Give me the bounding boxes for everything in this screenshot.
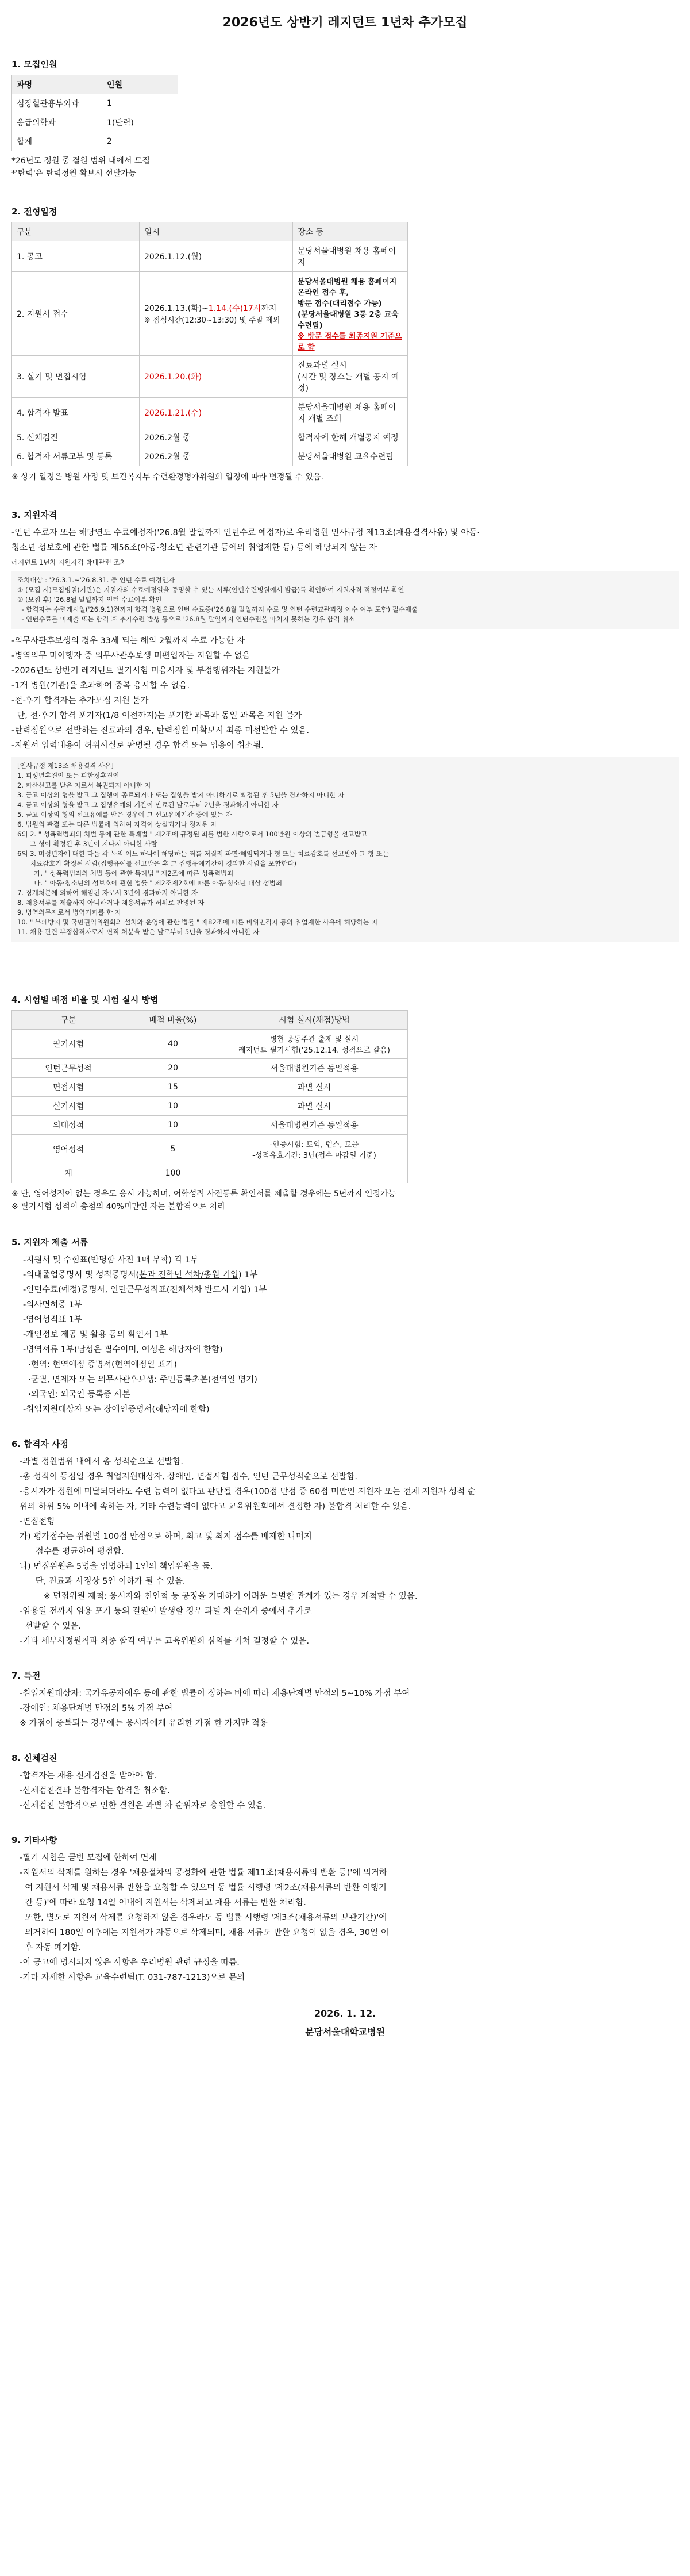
table-cell: 분당서울대병원 채용 홈페이지 개별 조회	[293, 398, 408, 428]
table-cell	[221, 1030, 408, 1059]
list-item: -면접전형	[20, 1517, 55, 1526]
table-header-cell: 구분	[12, 1011, 125, 1030]
list-item	[23, 1268, 679, 1283]
table-cell: 분당서울대병원 채용 홈페이지	[293, 241, 408, 272]
body-line: -1개 병원(기관)을 초과하여 중복 응시할 수 없음.	[11, 681, 190, 690]
table-row	[12, 398, 408, 428]
note-text: ※ 상기 일정은 병원 사정 및 보건복지부 수련환경평가위원회 일정에 따라 변경될 수 있음.	[11, 473, 323, 482]
list-item: 또한, 별도로 지원서 삭제를 요청하지 않은 경우라도 동 법률 시행령 '제3조(채용서류의 보관기간)'에	[20, 1913, 387, 1922]
table-cell: 계	[12, 1164, 125, 1183]
table-row	[12, 113, 178, 132]
body-line: -지원서 입력내용이 허위사실로 판명될 경우 합격 또는 임용이 취소됨.	[11, 741, 264, 750]
item-emphasis: 본과 전학년 석차/총원 기입	[139, 1270, 238, 1280]
section-heading: 2. 전형일정	[11, 206, 57, 217]
table-row	[12, 1059, 408, 1078]
item-text: -인턴수료(예정)증명서, 인턴근무성적표(	[23, 1285, 170, 1295]
table-header-row	[12, 222, 408, 241]
section-documents	[11, 1236, 679, 1417]
table-cell	[293, 356, 408, 398]
list-item: ·현역: 현역예정 증명서(현역예정일 표기)	[23, 1360, 177, 1369]
section-selection	[11, 1438, 679, 1649]
body-line: -의무사관후보생의 경우 33세 되는 해의 2월까지 수료 가능한 자	[11, 636, 245, 646]
table-header-row	[12, 75, 178, 94]
table-cell: 4. 합격자 발표	[12, 398, 140, 428]
table-cell: 20	[125, 1059, 221, 1078]
list-item: 선발할 수 있음.	[20, 1622, 82, 1631]
table-cell: 필기시험	[12, 1030, 125, 1059]
list-item: -임용일 전까지 임용 포기 등의 결원이 발생할 경우 과별 차 순위자 중에서 추가로	[20, 1607, 312, 1616]
schedule-table	[11, 222, 408, 466]
table-header-row	[12, 1011, 408, 1030]
table-cell	[221, 1164, 408, 1183]
date-suffix: 까지	[261, 304, 277, 313]
section-benefits	[11, 1669, 679, 1731]
table-cell: 심장혈관흉부외과	[12, 94, 102, 113]
benefits-list	[11, 1686, 679, 1731]
place-warning: ※ 방문 접수를 최종지원 기준으로 함	[298, 332, 402, 352]
table-cell: 영어성적	[12, 1135, 125, 1164]
table-cell	[221, 1135, 408, 1164]
table-cell: 2	[102, 132, 178, 151]
table-cell: 100	[125, 1164, 221, 1183]
body-line: -탄력정원으로 선발하는 진료과의 경우, 탄력정원 미확보시 최종 미선발할 수 있음.	[11, 726, 310, 735]
list-item: -취업지원대상자 또는 장애인증명서(해당자에 한함)	[23, 1405, 210, 1414]
table-header-cell: 과명	[12, 75, 102, 94]
box-text: 조치대상 : '26.3.1.~'26.8.31. 중 인턴 수료 예정인자 ① (모집 시)모집병원(기관)은 지원자의 수료예정일을 증명할 수 있는 서류(인턴수련병원에서 발급)를 확인하여 지원자격 적정여부 확인 ② (모집 후) '26.8월 말일까지 인턴 수료여부 확인 - 합격자는 수련개시일('26.9.1)전까지 합격 병원으로 인턴 수료증('26.8월 말일까지 수료 및 인턴 수련교관과정 이수 여부 포함) 필수제출 - 인턴수료를 미제출 또는 합격 후 추가수련 발생 등으로 '26.8월 말일까지 인턴수련을 마치지 못하는 경우 합격 취소	[17, 576, 418, 623]
table-cell: 3. 실기 및 면접시험	[12, 356, 140, 398]
table-row	[12, 447, 408, 466]
disqualification-box	[11, 757, 679, 942]
table-cell: 1	[102, 94, 178, 113]
table-cell: 2026.2월 중	[140, 447, 293, 466]
section-heading: 4. 시험별 배점 비율 및 시험 실시 방법	[11, 995, 159, 1005]
table-cell: 인턴근무성적	[12, 1059, 125, 1078]
section-misc	[11, 1834, 679, 1985]
section-schedule	[11, 205, 679, 483]
table-cell: 10	[125, 1116, 221, 1135]
table-cell: 2026.1.20.(화)	[140, 356, 293, 398]
list-item: -합격자는 채용 신체검진을 받아야 함.	[20, 1771, 157, 1780]
table-cell: 2. 지원서 접수	[12, 272, 140, 356]
place-line: (분당서울대병원 3동 2층 교육수련팀)	[298, 310, 399, 330]
table-cell: 6. 합격자 서류교부 및 등록	[12, 447, 140, 466]
list-item: -기타 자세한 사항은 교육수련팀(T. 031-787-1213)으로 문의	[20, 1973, 245, 1982]
date-note: ※ 점심시간(12:30~13:30) 및 주말 제외	[144, 316, 280, 325]
date-start: 2026.1.13.(화)~	[144, 304, 209, 313]
table-row	[12, 1135, 408, 1164]
misc-list	[11, 1851, 679, 1985]
table-cell: 2026.1.12.(월)	[140, 241, 293, 272]
list-item: 가) 평가점수는 위원별 100점 만점으로 하며, 최고 및 최저 점수를 배제한 나머지	[20, 1532, 312, 1541]
table-cell: 5	[125, 1135, 221, 1164]
table-cell: 15	[125, 1078, 221, 1097]
list-item: 위의 하위 5% 이내에 속하는 자, 기타 수련능력이 없다고 교육위원회에서 결정한 자) 불합격 처리할 수 있음.	[20, 1502, 411, 1511]
section-heading: 5. 지원자 제출 서류	[11, 1237, 88, 1247]
table-cell: 서울대병원기준 동일적용	[221, 1116, 408, 1135]
list-item: -필기 시험은 금번 모집에 한하여 면제	[20, 1853, 157, 1863]
table-header-cell: 장소 등	[293, 222, 408, 241]
table-cell: 과별 실시	[221, 1097, 408, 1116]
item-text: ) 1부	[238, 1270, 258, 1280]
note-text: *'탄력'은 탄력정원 확보시 선발가능	[11, 169, 137, 178]
list-item: 점수를 평균하여 평점함.	[20, 1547, 124, 1556]
list-item	[23, 1283, 679, 1297]
table-cell: 합계	[12, 132, 102, 151]
list-item: ※ 가점이 중복되는 경우에는 응시자에게 유리한 가점 한 가지만 적용	[20, 1719, 268, 1728]
table-cell: 분당서울대병원 교육수련팀	[293, 447, 408, 466]
table-row	[12, 428, 408, 447]
place-line: (시간 및 장소는 개별 공지 예정)	[298, 373, 399, 393]
notice-box	[11, 571, 679, 629]
table-row	[12, 356, 408, 398]
recruitment-table	[11, 75, 178, 151]
documents-list	[11, 1253, 679, 1417]
table-header-cell: 일시	[140, 222, 293, 241]
section-heading: 1. 모집인원	[11, 59, 57, 70]
table-cell: 면접시험	[12, 1078, 125, 1097]
section-heading: 6. 합격자 사정	[11, 1439, 69, 1449]
small-caption: 레지던트 1년차 지원자격 확대관련 조치	[11, 558, 126, 566]
list-item: -지원서 및 수험표(반명함 사진 1매 부착) 각 1부	[23, 1256, 199, 1265]
list-item: ※ 면접위원 제척: 응시자와 친인척 등 공정을 기대하기 어려운 특별한 관계가 있는 경우 제척할 수 있음.	[20, 1592, 418, 1601]
section-heading: 7. 특전	[11, 1671, 41, 1681]
table-row	[12, 1030, 408, 1059]
table-cell: 1(탄력)	[102, 113, 178, 132]
place-line: 방문 접수(대리접수 가능)	[298, 300, 382, 308]
list-item: ·군필, 면제자 또는 의무사관후보생: 주민등록초본(전역일 명기)	[23, 1375, 257, 1384]
table-cell	[140, 272, 293, 356]
list-item: -취업지원대상자: 국가유공자예우 등에 관한 법률이 정하는 바에 따라 채용단계별 만점의 5~10% 가점 부여	[20, 1689, 410, 1698]
item-text: -의대졸업증명서 및 성적증명서(	[23, 1270, 140, 1280]
list-item: 단, 진료과 사정상 5인 이하가 될 수 있음.	[20, 1577, 186, 1586]
section-heading: 8. 신체검진	[11, 1753, 57, 1763]
method-line: 병협 공동주관 출제 및 실시	[269, 1035, 359, 1044]
list-item: ·외국인: 외국인 등록증 사본	[23, 1390, 130, 1399]
item-emphasis: 전체석차 반드시 기입	[169, 1285, 248, 1295]
table-cell: 1. 공고	[12, 241, 140, 272]
list-item: -의사면허증 1부	[23, 1300, 83, 1310]
table-cell	[293, 272, 408, 356]
scoring-table	[11, 1010, 408, 1183]
body-line: -전·후기 합격자는 추가모집 지원 불가	[11, 696, 149, 705]
selection-list	[11, 1454, 679, 1649]
item-text: ) 1부	[247, 1285, 267, 1295]
organization-name: 분당서울대학교병원	[304, 2026, 386, 2037]
method-line: -성적유효기간: 3년(접수 마감일 기준)	[252, 1151, 376, 1160]
body-line: 청소년 성보호에 관한 법률 제56조(아동·청소년 관련기관 등에의 취업제한 등) 등에 해당되지 않는 자	[11, 543, 377, 552]
table-row	[12, 94, 178, 113]
list-item: -기타 세부사정원칙과 최종 합격 여부는 교육위원회 심의를 거쳐 결정할 수 있음.	[20, 1637, 310, 1646]
health-list	[11, 1768, 679, 1813]
note-text: *26년도 정원 중 결원 범위 내에서 모집	[11, 156, 150, 166]
note-text: ※ 필기시험 성적이 총점의 40%미만인 자는 불합격으로 처리	[11, 1202, 225, 1211]
box-text: [인사규정 제13조 채용결격 사유] 1. 피성년후견인 또는 피한정후견인 2. 파산선고를 받은 자로서 복권되지 아니한 자 3. 금고 이상의 형을 받고 그 집행이 종료되거나 또는 집행을 받지 아니하기로 확정된 후 5년을 경과하지 아니한 자 4. 금고 이상의 형을 받고 그 집행유예의 기간이 만료된 날로부터 2년을 경과하지 아니한 자 5. 금고 이상의 형의 선고유예를 받은 경우에 그 선고유예기간 중에 있는 자 6. 법원의 판결 또는 다른 법률에 의하여 자격이 상실되거나 정지된 자 6의 2. " 성폭력범죄의 처벌 등에 관한 특례법 " 제2조에 규정된 죄를 범한 사람으로서 100만원 이상의 벌금형을 선고받고 그 형이 확정된 후 3년이 지나지 아니한 사람 6의 3. 미성년자에 대한 다음 각 목의 어느 하나에 해당하는 죄를 저질러 파면·해임되거나 형 또는 치료감호를 선고받아 그 형 또는 치료감호가 확정된 사람(집행유예를 선고받은 후 그 집행유예기간이 경과한 사람을 포함한다) 가. " 성폭력범죄의 처벌 등에 관한 특례법 " 제2조에 따른 성폭력범죄 나. " 아동·청소년의 성보호에 관한 법률 " 제2조제2호에 따른 아동·청소년 대상 성범죄 7. 징계처분에 의하여 해임된 자로서 3년이 경과하지 아니한 자 8. 채용서류를 제출하지 아니하거나 채용서류가 허위로 판명된 자 9. 병역의무자로서 병역기피를 한 자 10. " 부패방지 및 국민권익위원회의 설치와 운영에 관한 법률 " 제82조에 따른 비위면직자 등의 취업제한 사유에 해당하는 자 11. 채용 관련 부정합격자로서 면직 처분을 받은 날로부터 5년을 경과하지 아니한 자	[17, 762, 389, 936]
table-header-cell: 배점 비율(%)	[125, 1011, 221, 1030]
table-row	[12, 1078, 408, 1097]
list-item: -이 공고에 명시되지 않은 사항은 우리병원 관련 규정을 따름.	[20, 1958, 240, 1967]
table-cell: 5. 신체검진	[12, 428, 140, 447]
table-row	[12, 241, 408, 272]
list-item: -응시자가 정원에 미달되더라도 수련 능력이 없다고 판단될 경우(100점 만점 중 60점 미만인 지원자 또는 전체 지원자 성적 순	[20, 1487, 476, 1496]
method-line: 레지던트 필기시험('25.12.14. 성적으로 갈음)	[238, 1046, 390, 1055]
table-cell: 40	[125, 1030, 221, 1059]
place-line: 분당서울대병원 채용 홈페이지 온라인 접수 후,	[298, 278, 397, 297]
list-item: 간 등)'에 따라 요청 14일 이내에 지원서는 삭제되고 채용 서류는 반환 처리함.	[20, 1898, 306, 1907]
list-item: -영어성적표 1부	[23, 1315, 83, 1325]
list-item: -개인정보 제공 및 활용 동의 확인서 1부	[23, 1330, 168, 1339]
list-item: -지원서의 삭제를 원하는 경우 '채용절차의 공정화에 관한 법률 제11조(채용서류의 반환 등)'에 의거하	[20, 1868, 387, 1878]
table-row	[12, 1164, 408, 1183]
list-item: 후 자동 폐기함.	[20, 1943, 82, 1952]
table-header-cell: 인원	[102, 75, 178, 94]
body-line: -인턴 수료자 또는 해당연도 수료예정자('26.8월 말일까지 인턴수료 예정자)로 우리병원 인사규정 제13조(채용결격사유) 및 아동·	[11, 528, 480, 538]
table-row	[12, 132, 178, 151]
section-eligibility	[11, 509, 679, 942]
note-text: ※ 단, 영어성적이 없는 경우도 응시 가능하며, 어학성적 사전등록 확인서를 제출할 경우에는 5년까지 인정가능	[11, 1189, 396, 1199]
list-item: -병역서류 1부(남성은 필수이며, 여성은 해당자에 한함)	[23, 1345, 223, 1354]
list-item: -신체검진 불합격으로 인한 결원은 과별 차 순위자로 충원할 수 있음.	[20, 1801, 267, 1810]
table-cell: 2026.2월 중	[140, 428, 293, 447]
section-heading: 9. 기타사항	[11, 1835, 57, 1845]
table-cell: 응급의학과	[12, 113, 102, 132]
table-cell: 실기시험	[12, 1097, 125, 1116]
table-cell: 과별 실시	[221, 1078, 408, 1097]
table-header-cell: 구분	[12, 222, 140, 241]
section-scoring	[11, 993, 679, 1213]
list-item: -과별 정원범위 내에서 총 성적순으로 선발함.	[20, 1457, 184, 1466]
section-heading: 3. 지원자격	[11, 510, 57, 520]
list-item: 여 지원서 삭제 및 채용서류 반환을 요청할 수 있으며 동 법률 시행령 '제2조(채용서류의 반환 이행기	[20, 1883, 387, 1892]
list-item: -총 성적이 동점일 경우 취업지원대상자, 장애인, 면접시험 점수, 인턴 근무성적순으로 선발함.	[20, 1472, 358, 1481]
section-recruitment-count	[11, 58, 679, 180]
table-row	[12, 1116, 408, 1135]
body-line: -2026년도 상반기 레지던트 필기시험 미응시자 및 부정행위자는 지원불가	[11, 666, 280, 675]
table-cell: 10	[125, 1097, 221, 1116]
notice-date: 2026. 1. 12.	[314, 2008, 376, 2019]
body-line: -병역의무 미이행자 중 의무사관후보생 미편입자는 지원할 수 없음	[11, 651, 250, 661]
table-row	[12, 272, 408, 356]
body-line: 단, 전·후기 합격 포기자(1/8 이전까지)는 포기한 과목과 동일 과목은 지원 불가	[11, 711, 302, 720]
table-cell: 의대성적	[12, 1116, 125, 1135]
date-deadline: 1.14.(수)17시	[208, 304, 261, 313]
list-item: -장애인: 채용단계별 만점의 5% 가점 부여	[20, 1704, 173, 1713]
list-item: -신체검진결과 불합격자는 합격을 취소함.	[20, 1786, 170, 1795]
list-item: 나) 면접위원은 5명을 임명하되 1인의 책임위원을 둠.	[20, 1562, 213, 1571]
table-header-cell: 시험 실시(채점)방법	[221, 1011, 408, 1030]
table-cell: 합격자에 한해 개별공지 예정	[293, 428, 408, 447]
section-health-check	[11, 1752, 679, 1813]
table-row	[12, 1097, 408, 1116]
page-title: 2026년도 상반기 레지던트 1년차 추가모집	[222, 16, 468, 30]
place-line: 진료과별 실시	[298, 361, 347, 370]
method-line: -인증시험: 토익, 텝스, 토플	[269, 1141, 359, 1149]
date-range	[144, 302, 288, 314]
table-cell: 서울대병원기준 동일적용	[221, 1059, 408, 1078]
list-item: 의거하여 180일 이후에는 지원서가 자동으로 삭제되며, 채용 서류도 반환 요청이 없을 경우, 30일 이	[20, 1928, 389, 1937]
table-cell: 2026.1.21.(수)	[140, 398, 293, 428]
